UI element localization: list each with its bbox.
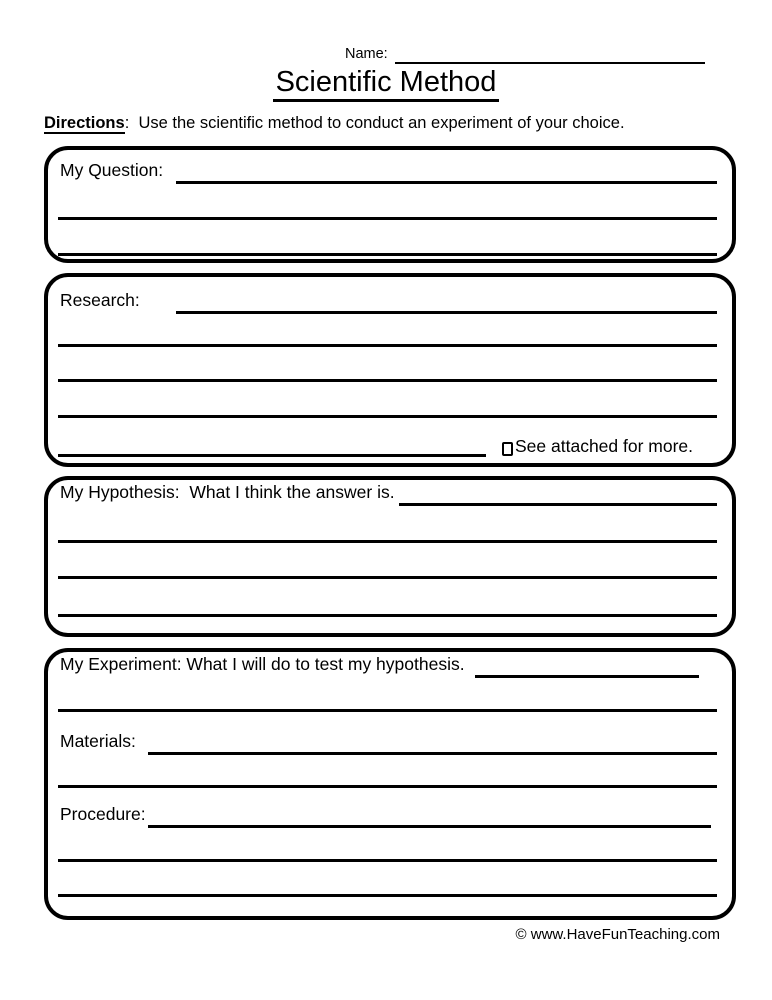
experiment-section [44,648,736,920]
hypothesis-section [44,476,736,637]
directions-label: Directions [44,114,125,132]
hypothesis-write-line-4[interactable] [58,614,717,617]
name-label: Name: [345,46,388,62]
research-write-line-5[interactable] [58,454,486,457]
page-title: Scientific Method [273,66,500,102]
name-write-line[interactable] [395,62,705,64]
title-row [0,66,772,102]
see-attached-checkbox[interactable] [502,442,513,456]
directions [44,113,732,134]
procedure-label: Procedure: [60,804,146,824]
directions-text: : Use the scientific method to conduct an experiment of your choice. [124,114,625,132]
research-section [44,273,736,467]
materials-label: Materials: [60,731,136,751]
procedure-write-line-3[interactable] [58,894,717,897]
research-label: Research: [60,290,140,310]
name-row [345,44,705,64]
question-section [44,146,736,263]
hypothesis-label: My Hypothesis: What I think the answer is. [60,482,395,502]
question-write-line-3[interactable] [58,253,717,256]
copyright-text: © www.HaveFunTeaching.com [515,926,720,943]
question-label: My Question: [60,160,164,180]
see-attached-label: See attached for more. [515,436,694,456]
experiment-label: My Experiment: What I will do to test my hypothesis. [60,654,465,674]
